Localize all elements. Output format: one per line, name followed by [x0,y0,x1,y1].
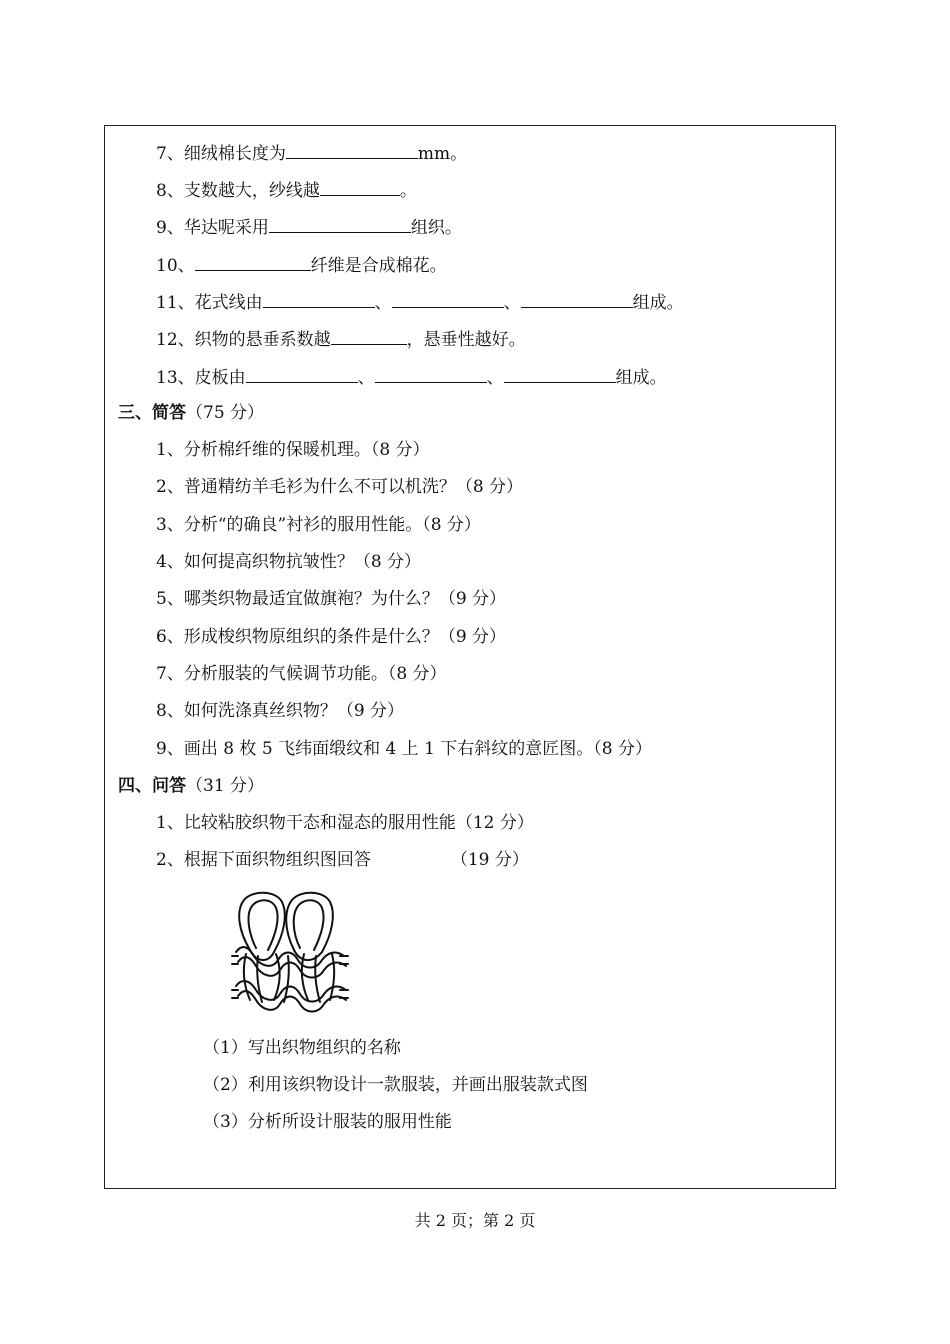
answer-blank [392,290,504,308]
subquestion-3: （3）分析所设计服装的服用性能 [203,1112,452,1132]
answer-blank [504,365,616,383]
blank-q8: 8、支数越大，纱线越 。 [156,178,417,202]
answer-blank [195,253,311,271]
blank-q9: 9、华达呢采用 组织。 [156,215,462,239]
answer-blank [331,327,407,345]
blank-q10: 10、 纤维是合成棉花。 [156,253,447,277]
blank-q11: 11、花式线由 、 、 组成。 [156,290,684,314]
short-answer-q7: 7、分析服装的气候调节功能。（8 分） [156,664,447,684]
answer-blank [521,290,633,308]
page-footer: 共 2 页；第 2 页 [414,1211,536,1230]
blank-q12: 12、织物的悬垂系数越 ，悬垂性越好。 [156,327,526,351]
short-answer-q2: 2、普通精纺羊毛衫为什么不可以机洗？（8 分） [156,477,524,497]
subquestion-1: （1）写出织物组织的名称 [203,1038,401,1058]
answer-blank [246,365,358,383]
knit-structure-diagram [228,890,352,1018]
short-answer-q8: 8、如何洗涤真丝织物？（9 分） [156,701,405,721]
exam-frame [104,125,836,1189]
answer-blank [286,141,418,159]
short-answer-q3: 3、分析“的确良”衬衫的服用性能。（8 分） [156,515,481,535]
short-answer-q6: 6、形成梭织物原组织的条件是什么？（9 分） [156,627,507,647]
section3-heading: 三、简答（75 分） [118,403,265,423]
essay-q2: 2、根据下面织物组织图回答 （19 分） [156,850,529,870]
blank-q13: 13、皮板由 、 、 组成。 [156,365,667,389]
answer-blank [375,365,487,383]
answer-blank [320,178,400,196]
subquestion-2: （2）利用该织物设计一款服装，并画出服装款式图 [203,1075,588,1095]
short-answer-q4: 4、如何提高织物抗皱性？（8 分） [156,552,422,572]
answer-blank [269,215,411,233]
blank-q7: 7、细绒棉长度为 mm。 [156,141,467,165]
short-answer-q1: 1、分析棉纤维的保暖机理。（8 分） [156,440,430,460]
short-answer-q9: 9、画出 8 枚 5 飞纬面缎纹和 4 上 1 下右斜纹的意匠图。（8 分） [156,739,653,759]
short-answer-q5: 5、哪类织物最适宜做旗袍？为什么？（9 分） [156,589,507,609]
answer-blank [263,290,375,308]
essay-q1: 1、比较粘胶织物干态和湿态的服用性能（12 分） [156,813,534,833]
section4-heading: 四、问答（31 分） [118,776,265,796]
